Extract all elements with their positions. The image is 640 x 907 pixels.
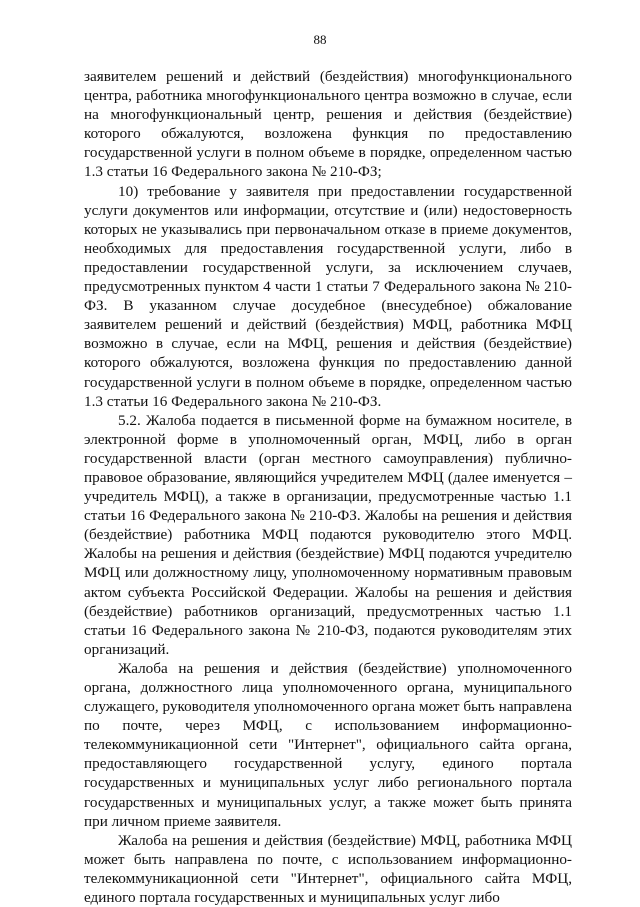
paragraph-complaint-authority: Жалоба на решения и действия (бездействие) уполномоченного органа, должностного лица уполномоченного органа, муниципального служащего, руководителя уполномоченного органа может быть направлена по почте, через МФЦ, с использованием информационно-телекоммуникационной сети "Интернет", официального сайта органа, предоставляющего государственной услугу, единого портала государственных и муниципальных услуг либо регионального портала государственных и муниципальных услуг, а также может быть принята при личном приеме заявителя. xyxy=(84,659,572,830)
page-number: 88 xyxy=(313,32,327,47)
document-body xyxy=(84,67,572,907)
paragraph-5-2: 5.2. Жалоба подается в письменной форме на бумажном носителе, в электронной форме в уполномоченный орган, МФЦ, либо в орган государственной власти (орган местного самоуправления) публично-правовое образование, являющийся учредителем МФЦ (далее именуется – учредитель МФЦ), а также в организации, предусмотренные частью 1.1 статьи 16 Федерального закона № 210-ФЗ. Жалобы на решения и действия (бездействие) работника МФЦ подаются руководителю этого МФЦ. Жалобы на решения и действия (бездействие) МФЦ подаются учредителю МФЦ или должностному лицу, уполномоченному нормативным правовым актом субъекта Российской Федерации. Жалобы на решения и действия (бездействие) работников организаций, предусмотренных частью 1.1 статьи 16 Федерального закона № 210-ФЗ, подаются руководителям этих организаций. xyxy=(84,411,572,658)
paragraph-continued: заявителем решений и действий (бездействия) многофункционального центра, работника многофункционального центра возможно в случае, если на многофункциональный центр, решения и действия (бездействие) которого обжалуются, возложена функция по предоставлению государственной услуги в полном объеме в порядке, определенном частью 1.3 статьи 16 Федерального закона № 210-ФЗ; xyxy=(84,68,572,181)
paragraph-item-10: 10) требование у заявителя при предоставлении государственной услуги документов или информации, отсутствие и (или) недостоверность которых не указывались при первоначальном отказе в приеме документов, необходимых для предоставления государственной услуги, либо в предоставлении государственной услуги, за исключением случаев, предусмотренных пунктом 4 части 1 статьи 7 Федерального закона № 210-ФЗ. В указанном случае досудебное (внесудебное) обжалование заявителем решений и действий (бездействия) МФЦ, работника МФЦ возможно в случае, если на МФЦ, решения и действия (бездействие) которого обжалуются, возложена функция по предоставлению данной государственной услуги в полном объеме в порядке, определенном частью 1.3 статьи 16 Федерального закона № 210-ФЗ. xyxy=(84,182,572,410)
paragraph-complaint-mfc: Жалоба на решения и действия (бездействие) МФЦ, работника МФЦ может быть направлена по почте, с использованием информационно-телекоммуникационной сети "Интернет", официального сайта МФЦ, единого портала государственных и муниципальных услуг либо xyxy=(84,831,572,907)
